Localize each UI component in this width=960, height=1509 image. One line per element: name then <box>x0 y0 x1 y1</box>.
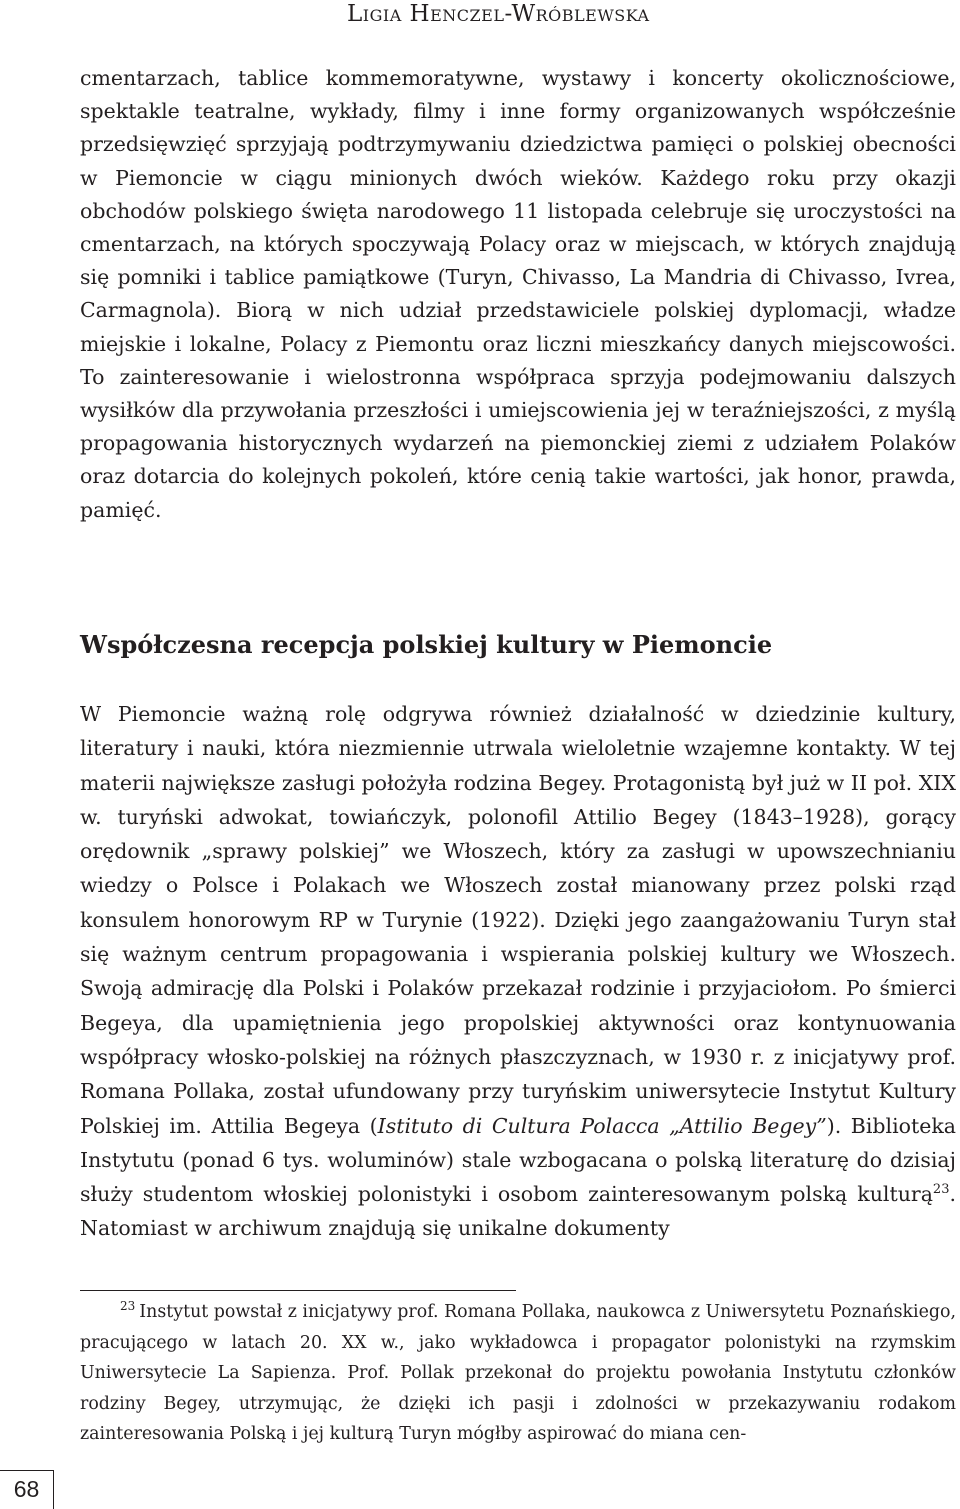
footnote-divider <box>80 1290 516 1291</box>
author-name: Ligia Henczel-Wróblewska <box>347 1 650 27</box>
footnotes <box>80 1297 956 1450</box>
section-heading: Współczesna recepcja polskiej kultury w Piemoncie <box>80 630 773 659</box>
body-paragraph-2 <box>80 697 956 1246</box>
page-number: 68 <box>0 1470 54 1509</box>
paragraph-text-part: ). Biblioteka Instytutu (ponad 6 tys. woluminów) stale wzbogacana o polską literaturę do dzisiaj służy studentom włoskiej polonistyki i osobom zainteresowanym polską kulturą <box>80 1113 956 1207</box>
footnote-number: 23 <box>120 1299 136 1314</box>
footnote-text: Instytut powstał z inicjatywy prof. Romana Pollaka, naukowca z Uniwersytetu Poznańskiego, pracującego w latach 20. XX w., jako wykładowca i propagator polonistyki na rzymskim Uniwersytecie La Sapienza. Prof. Pollak przekonał do projektu powołania Instytutu członków rodziny Begey, utrzymując, że dzięki ich pasji i zdolności w przekazywaniu rodakom zainteresowania Polską i jej kulturą Turyn mógłby aspirować do miana cen- <box>80 1302 957 1444</box>
institute-italic-name: Istituto di Cultura Polacca „Attilio Begey” <box>377 1113 827 1138</box>
body-paragraph-1 <box>80 62 956 527</box>
paragraph-text <box>80 697 956 1246</box>
footnote-reference[interactable]: 23 <box>932 1182 950 1198</box>
footnote-23 <box>80 1297 956 1450</box>
paragraph-text-part: . Natomiast w archiwum znajdują się unikalne dokumenty <box>80 1182 956 1241</box>
paragraph-text-part: W Piemoncie ważną rolę odgrywa również działalność w dziedzinie kultury, literatury i nauki, która niezmiennie utrwala wieloletnie wzajemne kontakty. W tej materii największe zasługi położyła rodzina Begey. Protagonistą był już w II poł. XIX w. turyński adwokat, towiańczyk, polonofil Attilio Begey (1843–1928), gorący orędownik „sprawy polskiej” we Włoszech, który za zasługi w upowszechnianiu wiedzy o Polsce i Polakach we Włoszech został mianowany przez polski rząd konsulem honorowym RP w Turynie (1922). Dzięki jego zaangażowaniu Turyn stał się ważnym centrum propagowania i wspierania polskiej kultury we Włoszech. Swoją admirację dla Polski i Polaków przekazał rodzinie i przyjaciołom. Po śmierci Begeya, dla upamiętnienia jego propolskiej aktywności oraz kontynuowania współpracy włosko-polskiej na różnych płaszczyznach, w 1930 r. z inicjatywy prof. Romana Pollaka, został ufundowany przy turyńskim uniwersytecie Instytut Kultury Polskiej im. Attilia Begeya ( <box>80 702 956 1138</box>
paragraph-text: cmentarzach, tablice kommemoratywne, wystawy i koncerty okolicznościowe, spektakle teatralne, wykłady, filmy i inne formy organizowanych współcześnie przedsięwzięć sprzyjają podtrzymywaniu dziedzictwa pamięci o polskiej obecności w Piemoncie w ciągu minionych dwóch wieków. Każdego roku przy okazji obchodów polskiego święta narodowego 11 listopada celebruje się uroczystości na cmentarzach, na których spoczywają Polacy oraz w miejscach, w których znajdują się pomniki i tablice pamiątkowe (Turyn, Chivasso, La Mandria di Chivasso, Ivrea, Carmagnola). Biorą w nich udział przedstawiciele polskiej dyplomacji, władze miejskie i lokalne, Polacy z Piemontu oraz liczni mieszkańcy danych miejscowości. To zainteresowanie i wielostronna współpraca sprzyja podejmowaniu dalszych wysiłków dla przywołania przeszłości i umiejscowienia jej w teraźniejszości, z myślą propagowania historycznych wydarzeń na piemonckiej ziemi z udziałem Polaków oraz dotarcia do kolejnych pokoleń, które cenią takie wartości, jak honor, prawda, pamięć. <box>80 66 956 522</box>
